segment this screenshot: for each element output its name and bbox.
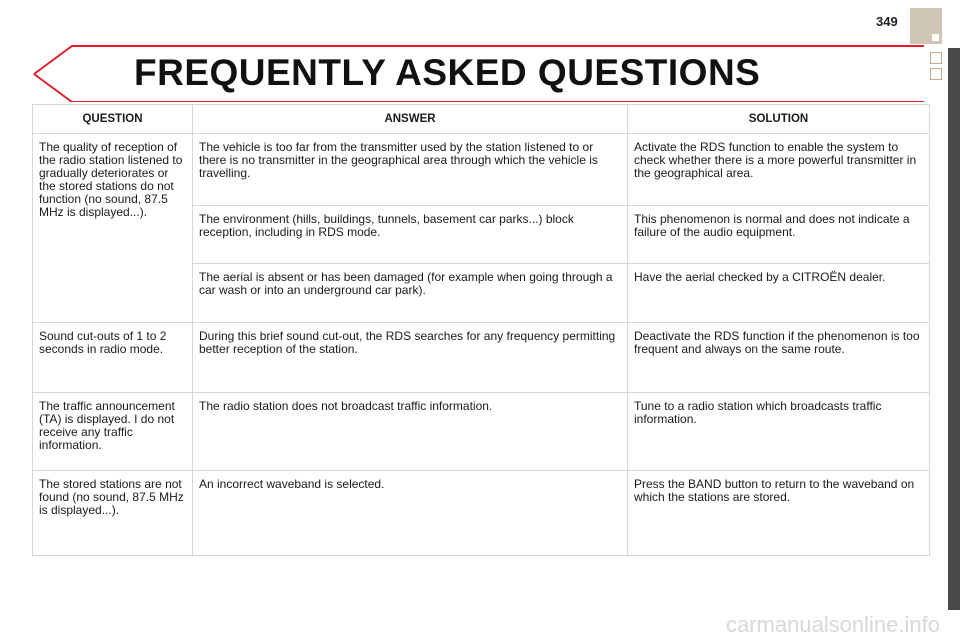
question-cell: The quality of reception of the radio station listened to gradually deteriorates or the stored stations do not function (no sound, 87.5 MHz is displayed...). <box>33 134 193 323</box>
solution-cell: Activate the RDS function to enable the system to check whether there is a more powerful transmitter in the geographical area. <box>628 134 930 206</box>
solution-cell: Tune to a radio station which broadcasts traffic information. <box>628 393 930 471</box>
table-header-row <box>33 105 930 134</box>
table-row <box>33 393 930 471</box>
question-cell: Sound cut-outs of 1 to 2 seconds in radio mode. <box>33 323 193 393</box>
question-cell: The stored stations are not found (no sound, 87.5 MHz is displayed...). <box>33 471 193 556</box>
answer-cell: The radio station does not broadcast traffic information. <box>193 393 628 471</box>
faq-table <box>32 104 930 556</box>
answer-cell: The environment (hills, buildings, tunnels, basement car parks...) block reception, including in RDS mode. <box>193 206 628 264</box>
table-row <box>33 323 930 393</box>
page-tab-icon <box>910 8 942 44</box>
answer-cell: During this brief sound cut-out, the RDS searches for any frequency permitting better reception of the station. <box>193 323 628 393</box>
answer-cell: An incorrect waveband is selected. <box>193 471 628 556</box>
answer-cell: The vehicle is too far from the transmitter used by the station listened to or there is no transmitter in the geographical area through which the vehicle is travelling. <box>193 134 628 206</box>
square-outline-icon[interactable] <box>930 52 942 64</box>
header-question: QUESTION <box>33 105 193 134</box>
table-row <box>33 134 930 206</box>
tab-dot <box>932 34 939 41</box>
header-solution: SOLUTION <box>628 105 930 134</box>
page-title: FREQUENTLY ASKED QUESTIONS <box>134 52 761 93</box>
solution-cell: Press the BAND button to return to the waveband on which the stations are stored. <box>628 471 930 556</box>
answer-cell: The aerial is absent or has been damaged (for example when going through a car wash or into an underground car park). <box>193 264 628 323</box>
square-outline-icon[interactable] <box>930 68 942 80</box>
watermark: carmanualsonline.info <box>725 612 940 637</box>
question-cell: The traffic announcement (TA) is displayed. I do not receive any traffic information. <box>33 393 193 471</box>
solution-cell: Deactivate the RDS function if the phenomenon is too frequent and always on the same route. <box>628 323 930 393</box>
table-row <box>33 471 930 556</box>
side-scroll-bar <box>948 48 960 610</box>
page-number: 349 <box>876 14 898 29</box>
solution-cell: This phenomenon is normal and does not indicate a failure of the audio equipment. <box>628 206 930 264</box>
solution-cell: Have the aerial checked by a CITROËN dealer. <box>628 264 930 323</box>
header-answer: ANSWER <box>193 105 628 134</box>
